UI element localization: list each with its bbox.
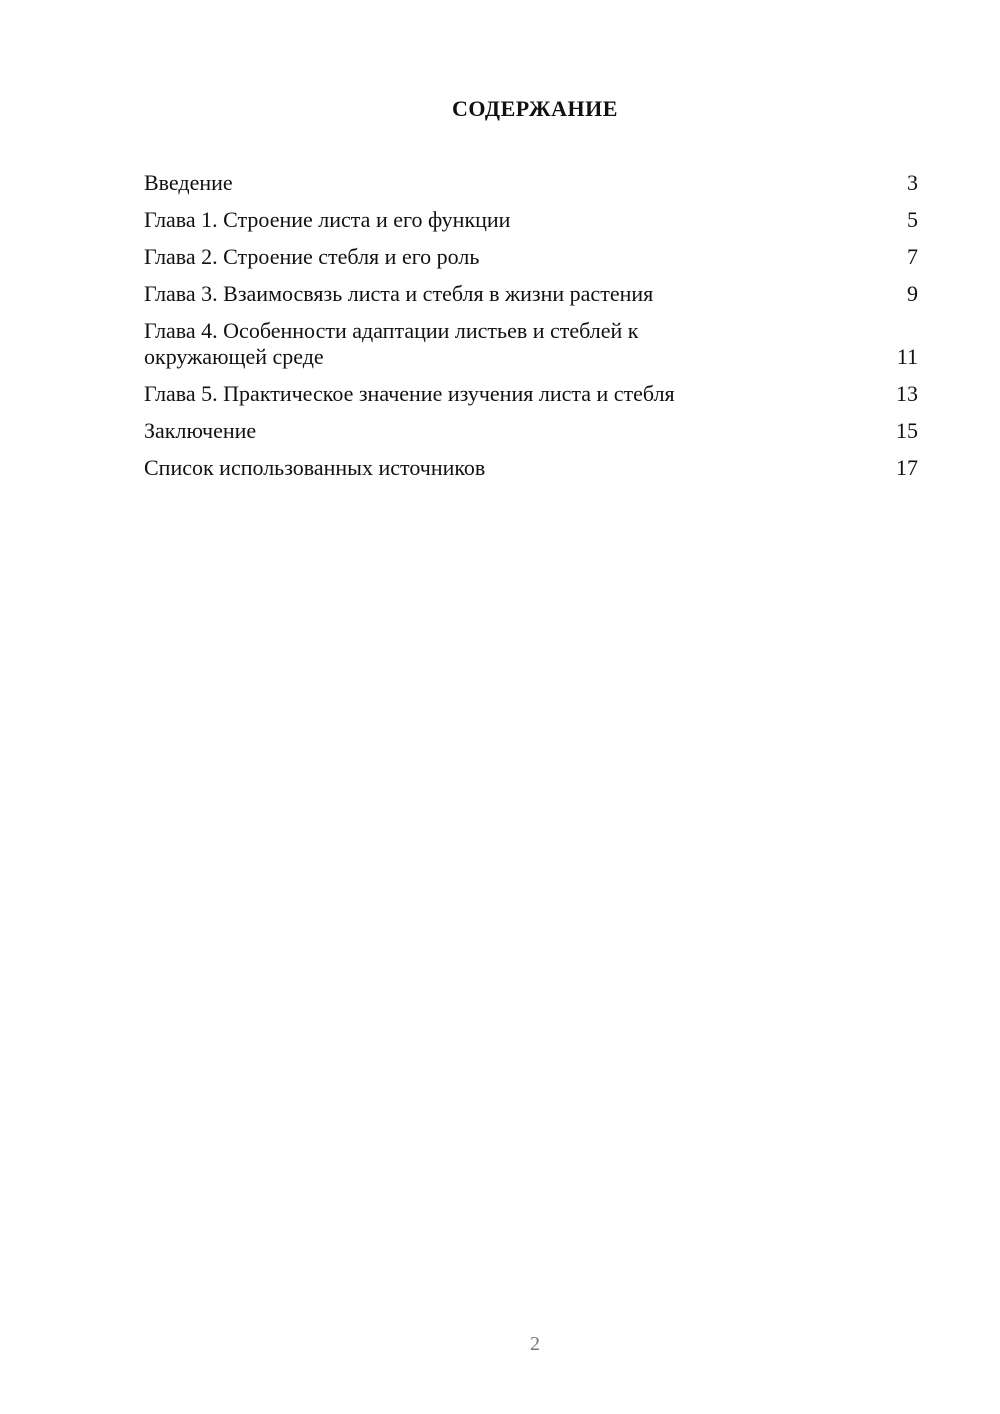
page-title: СОДЕРЖАНИЕ (452, 96, 618, 121)
toc-entry-chapter-4 (144, 318, 918, 370)
toc-entry-page: 13 (896, 381, 918, 406)
toc-entry-page: 17 (896, 455, 918, 480)
toc-entry-page: 3 (907, 170, 918, 195)
toc-entry-chapter-5 (144, 381, 918, 407)
toc-entry-chapter-2 (144, 244, 918, 270)
page-number: 2 (530, 1333, 540, 1355)
toc-entry-chapter-1 (144, 207, 918, 233)
toc-entry-label: Список использованных источников (144, 455, 486, 480)
table-of-contents (144, 170, 918, 492)
toc-entry-chapter-3 (144, 281, 918, 307)
toc-entry-page: 5 (907, 207, 918, 232)
toc-entry-page: 15 (896, 418, 918, 443)
toc-entry-label: Введение (144, 170, 233, 195)
toc-entry-page: 11 (896, 344, 918, 369)
toc-entry-references (144, 455, 918, 481)
toc-entry-page: 7 (907, 244, 918, 269)
toc-entry-label: Глава 2. Строение стебля и его роль (144, 244, 480, 269)
toc-entry-label: Глава 4. Особенности адаптации листьев и стеблей к окружающей среде (144, 318, 639, 369)
toc-entry-label: Глава 1. Строение листа и его функции (144, 207, 511, 232)
toc-entry-label: Глава 3. Взаимосвязь листа и стебля в жизни растения (144, 281, 654, 306)
toc-entry-label: Глава 5. Практическое значение изучения листа и стебля (144, 381, 675, 406)
toc-entry-label: Заключение (144, 418, 257, 443)
toc-entry-conclusion (144, 418, 918, 444)
toc-entry-page: 9 (907, 281, 918, 306)
toc-entry-introduction (144, 170, 918, 196)
